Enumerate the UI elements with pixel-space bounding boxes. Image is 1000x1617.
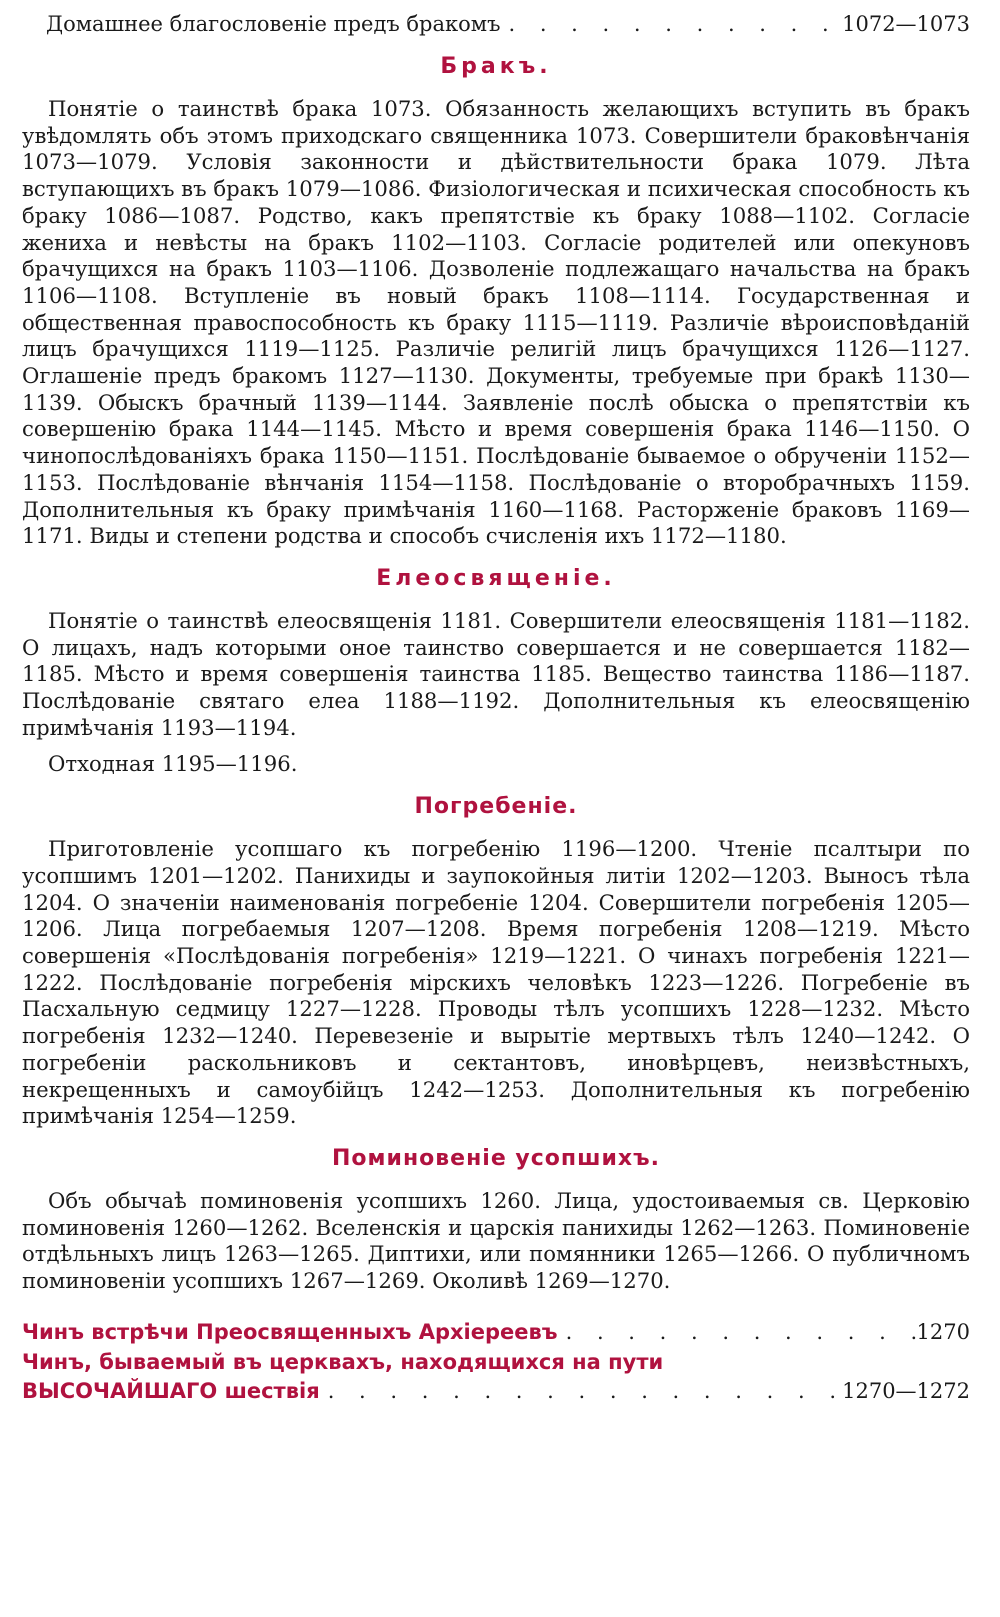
toc-entry-pages: 1270—1272 (842, 1378, 970, 1403)
toc-entry-blessing (22, 10, 970, 38)
red-entries (22, 1317, 970, 1405)
section-paragraph-departing-prayer: Отходная 1195—1196. (48, 751, 298, 777)
section-paragraph-commemoration: Объ обычаѣ поминовенія усопшихъ 1260. Лица, удостоиваемыя св. Церковію поминовенія 1260—1262. Вселенскія и царскія панихиды 1262—1263. Поминовеніе отдѣльныхъ лицъ 1263—1265. Диптихи, или помянники 1265—1266. О публичномъ поминовеніи усопшихъ 1267—1269. Околивѣ 1269—1270. (22, 1187, 970, 1294)
toc-entry-pages: 1270 (916, 1319, 970, 1344)
toc-entry-label: Чинъ встрѣчи Преосвященныхъ Архіереевъ (22, 1319, 558, 1344)
section-paragraph-marriage: Понятіе о таинствѣ брака 1073. Обязанность желающихъ вступить въ бракъ увѣдомлять объ этомъ приходскаго священника 1073. Совершители браковѣнчанія 1073—1079. Условія законности и дѣйствительности брака 1079. Лѣта вступающихъ въ бракъ 1079—1086. Физіологическая и психическая способность къ браку 1086—1087. Родство, какъ препятствіе къ браку 1088—1102. Согласіе жениха и невѣсты на бракъ 1102—1103. Согласіе родителей или опекуновъ брачущихся на бракъ 1103—1106. Дозволеніе подлежащаго начальства на бракъ 1106—1108. Вступленіе въ новый бракъ 1108—1114. Государственная и общественная правоспособность къ браку 1115—1119. Различіе вѣроисповѣданій лицъ брачущихся 1119—1125. Различіе религій лицъ брачущихся 1126—1127. Оглашеніе предъ бракомъ 1127—1130. Документы, требуемые при бракѣ 1130—1139. Обыскъ брачный 1139—1144. Заявленіе послѣ обыска о препятствіи къ совершенію брака 1144—1145. Мѣсто и время совершенія брака 1146—1150. О чинопослѣдованіяхъ брака 1150—1151. Послѣдованіе бываемое о обрученіи 1152—1153. Послѣдованіе вѣнчанія 1154—1158. Послѣдованіе о второбрачныхъ 1159. Дополнительныя къ браку примѣчанія 1160—1168. Расторженіе браковъ 1169—1171. Виды и степени родства и способъ счисленія ихъ 1172—1180. (22, 96, 970, 549)
section-paragraph-unction: Понятіе о таинствѣ елеосвященія 1181. Совершители елеосвященія 1181—1182. О лицахъ, надъ которыми оное таинство совершается и не совершается 1182—1185. Мѣсто и время совершенія таинства 1185. Вещество таинства 1186—1187. Послѣдованіе святаго елеа 1188—1192. Дополнительныя къ елеосвященію примѣчанія 1193—1194. (22, 607, 970, 740)
section-heading-unction: Елеосвященіе. (376, 565, 616, 591)
toc-entry-label-line2: ВЫСОЧАЙШАГО шествія (22, 1378, 320, 1403)
dot-leader (558, 1317, 917, 1347)
section-heading-burial: Погребеніе. (414, 794, 578, 820)
toc-entry-label-line1: Чинъ, бываемый въ церквахъ, находящихся на пути (22, 1349, 664, 1374)
toc-entry-imperial-procession (22, 1347, 970, 1405)
toc-entry-pages: 1072—1073 (842, 12, 970, 36)
section-heading-marriage: Бракъ. (440, 54, 552, 79)
toc-entry-label: Домашнее благословеніе предъ бракомъ (46, 12, 501, 36)
dot-leader (500, 10, 842, 38)
toc-entry-line2 (22, 1377, 970, 1405)
toc-entry-bishops-reception (22, 1317, 970, 1347)
section-paragraph-burial: Приготовленіе усопшаго къ погребенію 1196—1200. Чтеніе псалтыри по усопшимъ 1201—1202. Панихиды и заупокойныя литіи 1202—1203. Выносъ тѣла 1204. О значеніи наименованія погребеніе 1204. Совершители погребенія 1205—1206. Лица погребаемыя 1207—1208. Время погребенія 1208—1219. Мѣсто совершенія «Послѣдованія погребенія» 1219—1221. О чинахъ погребенія 1221—1222. Послѣдованіе погребенія мірскихъ человѣкъ 1223—1226. Погребеніе въ Пасхальную седмицу 1227—1228. Проводы тѣлъ усопшихъ 1228—1232. Мѣсто погребенія 1232—1240. Перевезеніе и вырытіе мертвыхъ тѣлъ 1240—1242. О погребеніи раскольниковъ и сектантовъ, иновѣрцевъ, неизвѣстныхъ, некрещенныхъ и самоубійцъ 1242—1253. Дополнительныя къ погребенію примѣчанія 1254—1259. (22, 836, 970, 1129)
section-heading-commemoration: Поминовеніе усопшихъ. (332, 1145, 660, 1171)
dot-leader (320, 1377, 842, 1405)
